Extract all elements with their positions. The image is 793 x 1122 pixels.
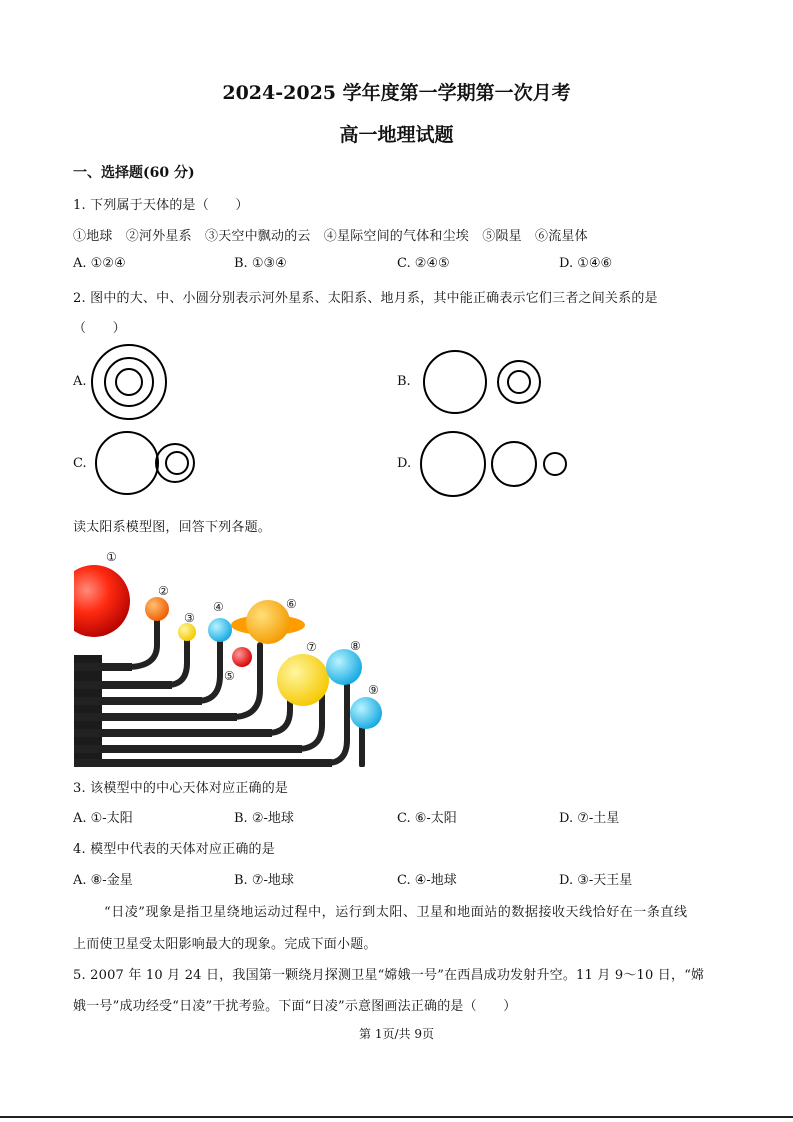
planet-2 xyxy=(145,597,169,621)
planet-9 xyxy=(350,697,382,729)
circle-small xyxy=(508,371,530,393)
planet-5 xyxy=(232,647,252,667)
planet-1-sun xyxy=(72,565,130,637)
q3-option-c: C. ⑥-太阳 xyxy=(397,811,457,826)
q3-option-a: A. ①-太阳 xyxy=(73,811,133,826)
planet-4 xyxy=(208,618,232,642)
q1-option-c: C. ②④⑤ xyxy=(397,256,450,271)
section-heading: 一、选择题(60 分) xyxy=(73,165,195,181)
q3-stem: 3. 该模型中的中心天体对应正确的是 xyxy=(73,781,289,796)
q2-diagram-d xyxy=(418,428,578,500)
exam-title: 2024-2025 学年度第一学期第一次月考 xyxy=(222,82,571,104)
circle-medium xyxy=(492,442,536,486)
arm-4 xyxy=(197,635,220,701)
q1-stem: 1. 下列属于天体的是（ ） xyxy=(73,198,249,213)
q2-label-c: C. xyxy=(73,456,87,471)
q5-line-2: 娥一号”成功经受“日凌”干扰考验。下面“日凌”示意图画法正确的是（ ） xyxy=(73,999,517,1014)
model-label-6: ⑥ xyxy=(286,597,297,611)
q1-items: ①地球 ②河外星系 ③天空中飘动的云 ④星际空间的气体和尘埃 ⑤陨星 ⑥流星体 xyxy=(73,229,588,244)
q4-option-a: A. ⑧-金星 xyxy=(73,873,133,888)
solar-system-model-image xyxy=(72,545,388,767)
planet-7 xyxy=(277,654,329,706)
circle-large xyxy=(424,351,486,413)
circle-medium xyxy=(498,361,540,403)
q5-line-1: 5. 2007 年 10 月 24 日，我国第一颗绕月探测卫星“嫦娥一号”在西昌成功发射升空。11 月 9～10 日，“嫦 xyxy=(73,968,705,983)
model-label-2: ② xyxy=(158,584,169,598)
planet-3 xyxy=(178,623,196,641)
q2-label-d: D. xyxy=(397,456,412,471)
passage-line-1: “日凌”现象是指卫星绕地运动过程中，运行到太阳、卫星和地面站的数据接收天线恰好在一条直线 xyxy=(104,905,688,920)
model-label-4: ④ xyxy=(213,600,224,614)
q1-option-b: B. ①③④ xyxy=(234,256,287,271)
q4-option-b: B. ⑦-地球 xyxy=(234,873,294,888)
model-label-3: ③ xyxy=(184,611,195,625)
q4-stem: 4. 模型中代表的天体对应正确的是 xyxy=(73,842,275,857)
circle-large xyxy=(92,345,166,419)
q2-label-b: B. xyxy=(397,374,411,389)
q3-option-d: D. ⑦-土星 xyxy=(559,811,620,826)
q2-label-a: A. xyxy=(73,374,87,389)
model-label-8: ⑧ xyxy=(350,639,361,653)
q1-option-a: A. ①②④ xyxy=(73,256,126,271)
circle-medium xyxy=(105,358,153,406)
circle-small xyxy=(116,369,142,395)
circle-small xyxy=(166,452,188,474)
arm-8 xyxy=(327,685,347,763)
q1-option-d: D. ①④⑥ xyxy=(559,256,613,271)
model-intro: 读太阳系模型图，回答下列各题。 xyxy=(73,520,272,535)
exam-subtitle: 高一地理试题 xyxy=(339,124,454,146)
q2-stem: 2. 图中的大、中、小圆分别表示河外星系、太阳系、地月系，其中能正确表示它们三者之间关系的是 xyxy=(73,291,658,306)
circle-large xyxy=(96,432,158,494)
q3-option-b: B. ②-地球 xyxy=(234,811,294,826)
planet-6 xyxy=(246,600,290,644)
circle-small xyxy=(544,453,566,475)
q2-diagram-a xyxy=(90,343,180,423)
page-number: 第 1页/共 9页 xyxy=(359,1027,434,1041)
q2-diagram-b xyxy=(418,345,568,421)
q2-diagram-c xyxy=(90,428,210,500)
bottom-divider xyxy=(0,1116,793,1118)
q2-paren: （ ） xyxy=(73,321,126,336)
q4-option-d: D. ③-天王星 xyxy=(559,873,633,888)
model-label-9: ⑨ xyxy=(368,683,379,697)
arm-2 xyxy=(127,617,157,667)
planet-8 xyxy=(326,649,362,685)
passage-line-2: 上而使卫星受太阳影响最大的现象。完成下面小题。 xyxy=(73,937,377,952)
model-label-1: ① xyxy=(106,550,117,564)
model-label-7: ⑦ xyxy=(306,640,317,654)
arm-3 xyxy=(167,633,187,685)
q4-option-c: C. ④-地球 xyxy=(397,873,457,888)
circle-large xyxy=(421,432,485,496)
model-label-5: ⑤ xyxy=(224,669,235,683)
